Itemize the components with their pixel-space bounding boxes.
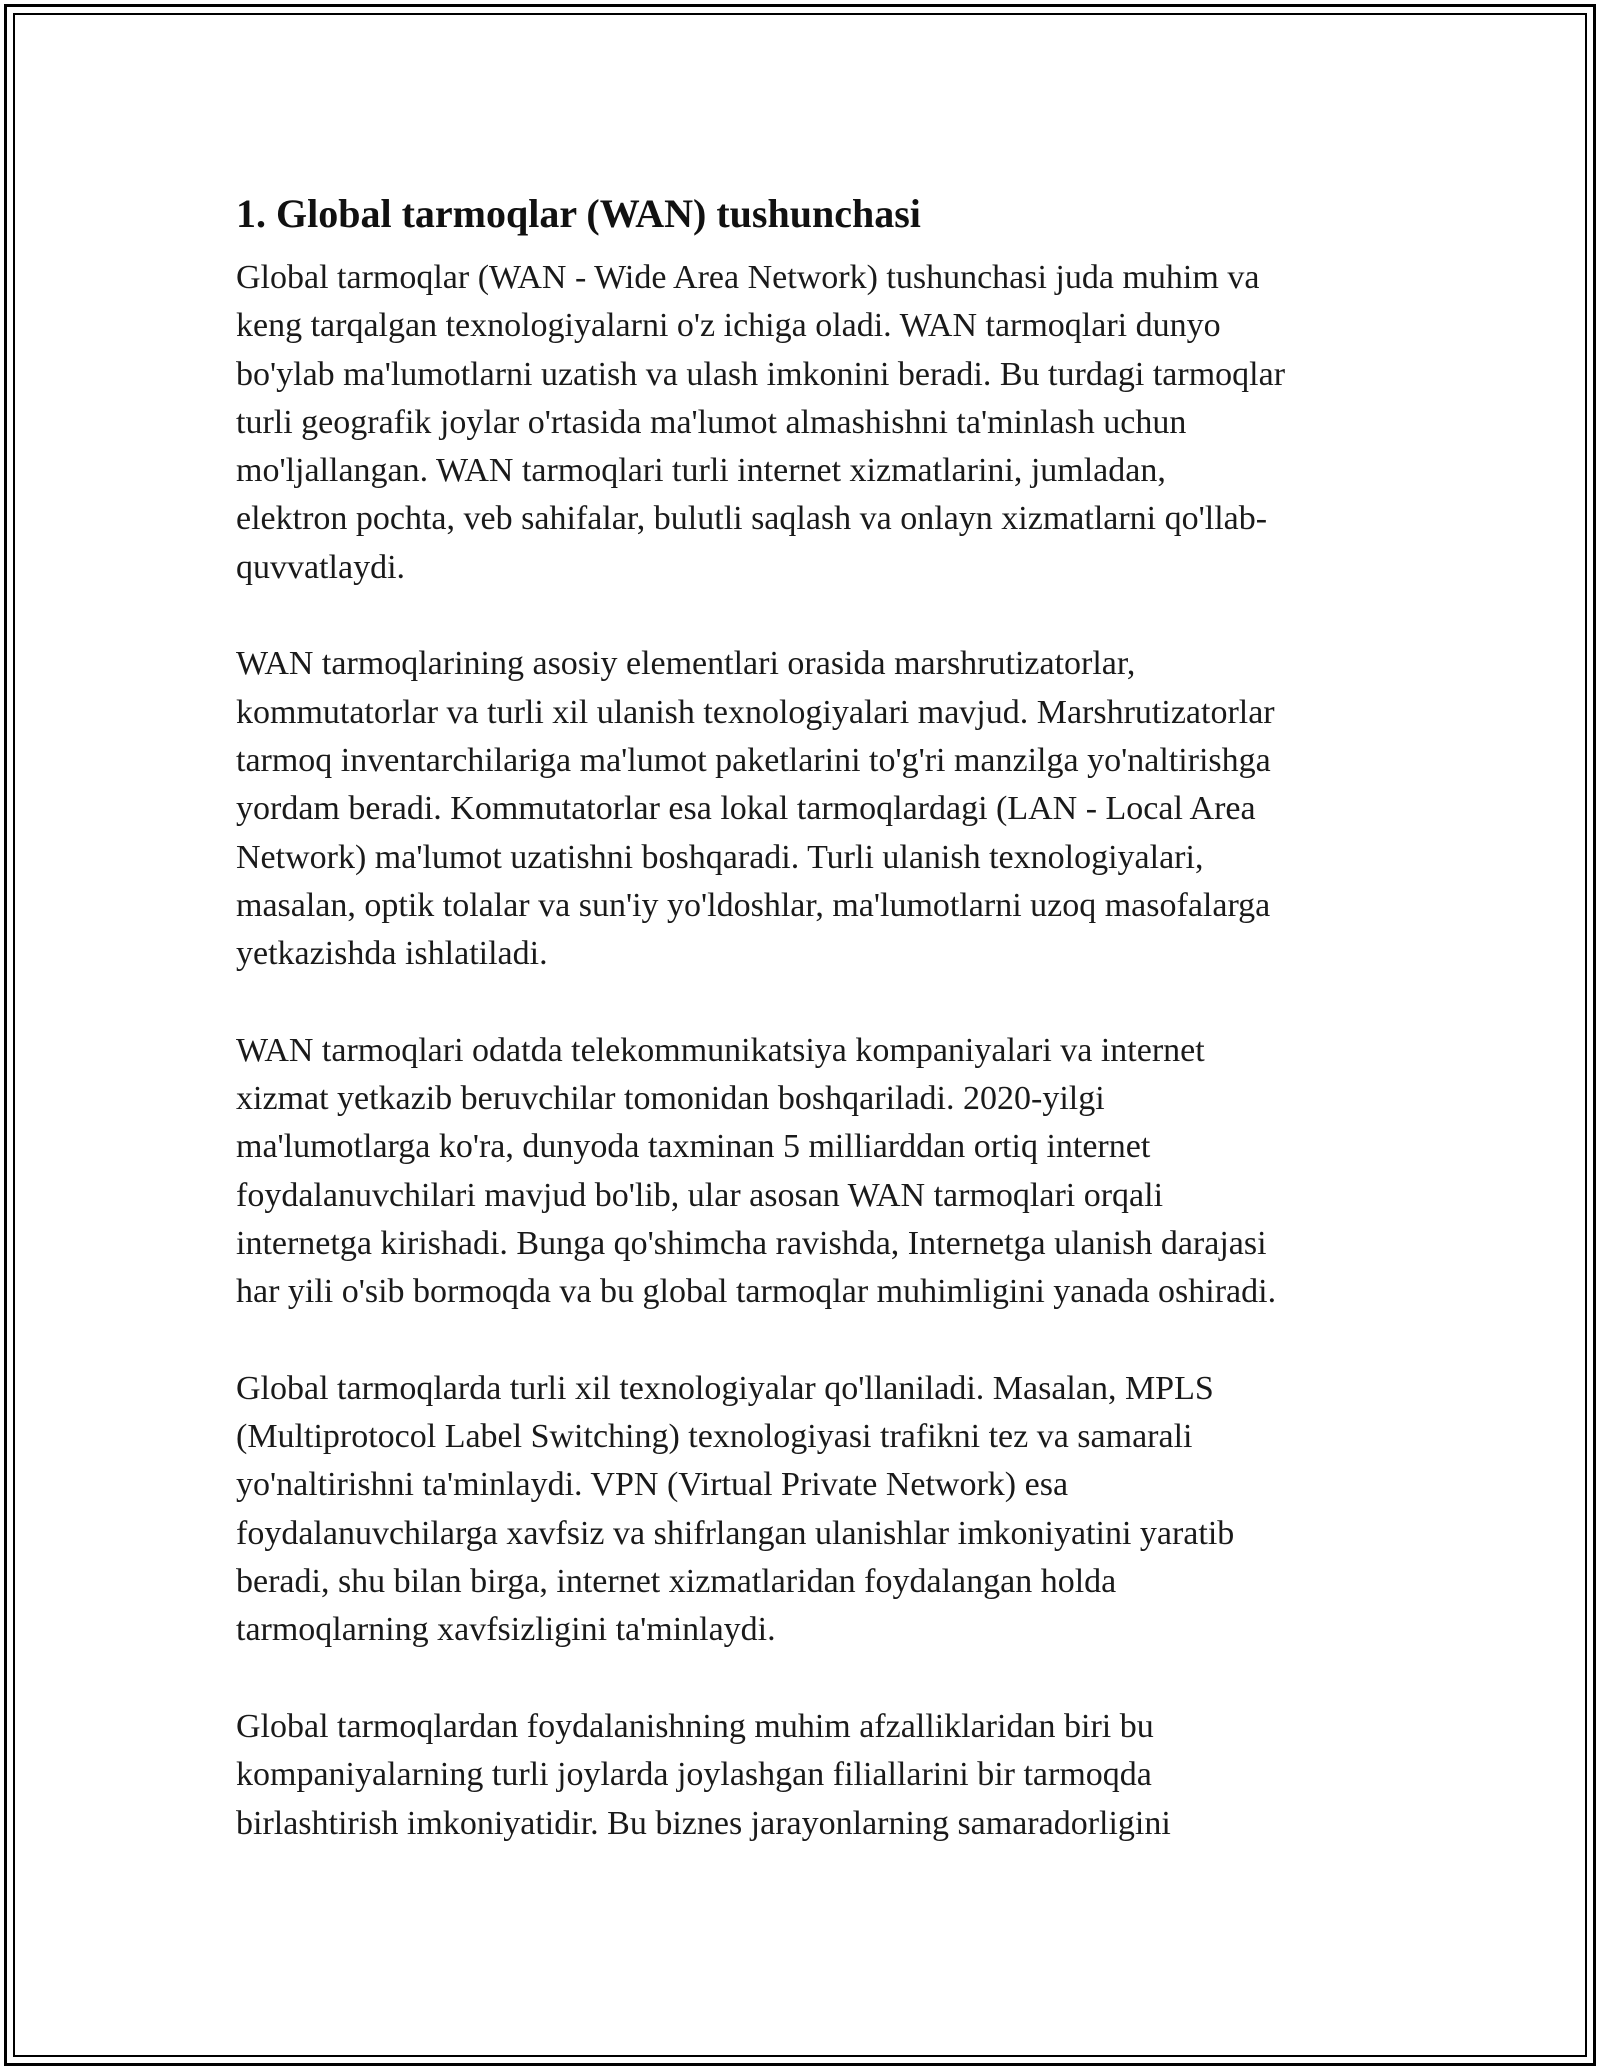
paragraph-4 bbox=[236, 1365, 1376, 1655]
text-line: mo'ljallangan. WAN tarmoqlari turli internet xizmatlarini, jumladan, bbox=[236, 452, 1166, 490]
text-line: (Multiprotocol Label Switching) texnologiyasi trafikni tez va samarali bbox=[236, 1418, 1193, 1456]
text-line: ma'lumotlarga ko'ra, dunyoda taxminan 5 milliarddan ortiq internet bbox=[236, 1128, 1151, 1166]
section-heading: 1. Global tarmoqlar (WAN) tushunchasi bbox=[236, 191, 921, 236]
text-line: Global tarmoqlar (WAN - Wide Area Network) tushunchasi juda muhim va bbox=[236, 259, 1260, 296]
text-line: Network) ma'lumot uzatishni boshqaradi. Turli ulanish texnologiyalari, bbox=[236, 838, 1204, 876]
text-line: masalan, optik tolalar va sun'iy yo'ldoshlar, ma'lumotlarni uzoq masofalarga bbox=[236, 886, 1271, 924]
text-line: foydalanuvchilari mavjud bo'lib, ular asosan WAN tarmoqlari orqali bbox=[236, 1176, 1164, 1214]
text-line: yo'naltirishni ta'minlaydi. VPN (Virtual Private Network) esa bbox=[236, 1466, 1069, 1504]
text-line: foydalanuvchilarga xavfsiz va shifrlangan ulanishlar imkoniyatini yaratib bbox=[236, 1514, 1235, 1552]
text-line: WAN tarmoqlarining asosiy elementlari orasida marshrutizatorlar, bbox=[236, 645, 1136, 683]
text-line: internetga kirishadi. Bunga qo'shimcha ravishda, Internetga ulanish darajasi bbox=[236, 1224, 1267, 1262]
text-line: Global tarmoqlardan foydalanishning muhim afzalliklaridan biri bu bbox=[236, 1707, 1154, 1745]
text-line: kompaniyalarning turli joylarda joylashgan filiallarini bir tarmoqda bbox=[236, 1756, 1152, 1794]
text-line: har yili o'sib bormoqda va bu global tarmoqlar muhimligini yanada oshiradi. bbox=[236, 1273, 1277, 1311]
text-line: yordam beradi. Kommutatorlar esa lokal tarmoqlardagi (LAN - Local Area bbox=[236, 790, 1256, 828]
text-line: elektron pochta, veb sahifalar, bulutli saqlash va onlayn xizmatlarni qo'llab- bbox=[236, 500, 1268, 538]
document-body bbox=[236, 186, 1376, 1896]
paragraph-3 bbox=[236, 1027, 1376, 1317]
text-line: quvvatlaydi. bbox=[236, 548, 406, 586]
text-line: yetkazishda ishlatiladi. bbox=[236, 935, 548, 973]
text-line: xizmat yetkazib beruvchilar tomonidan boshqariladi. 2020-yilgi bbox=[236, 1080, 1105, 1118]
paragraph-1 bbox=[236, 254, 1376, 592]
text-line: kommutatorlar va turli xil ulanish texnologiyalari mavjud. Marshrutizatorlar bbox=[236, 693, 1275, 731]
text-line: WAN tarmoqlari odatda telekommunikatsiya kompaniyalari va internet bbox=[236, 1031, 1205, 1069]
text-line: beradi, shu bilan birga, internet xizmatlaridan foydalangan holda bbox=[236, 1563, 1117, 1601]
text-line: bo'ylab ma'lumotlarni uzatish va ulash imkonini beradi. Bu turdagi tarmoqlar bbox=[236, 355, 1286, 393]
text-line: keng tarqalgan texnologiyalarni o'z ichiga oladi. WAN tarmoqlari dunyo bbox=[236, 307, 1221, 345]
text-line: turli geografik joylar o'rtasida ma'lumot almashishni ta'minlash uchun bbox=[236, 403, 1187, 441]
paragraph-2 bbox=[236, 640, 1376, 978]
text-line: birlashtirish imkoniyatidir. Bu biznes jarayonlarning samaradorligini bbox=[236, 1804, 1171, 1842]
text-line: Global tarmoqlarda turli xil texnologiyalar qo'llaniladi. Masalan, MPLS bbox=[236, 1369, 1214, 1407]
paragraph-5 bbox=[236, 1703, 1376, 1848]
text-line: tarmoq inventarchilariga ma'lumot paketlarini to'g'ri manzilga yo'naltirishga bbox=[236, 741, 1271, 779]
text-line: tarmoqlarning xavfsizligini ta'minlaydi. bbox=[236, 1611, 776, 1649]
